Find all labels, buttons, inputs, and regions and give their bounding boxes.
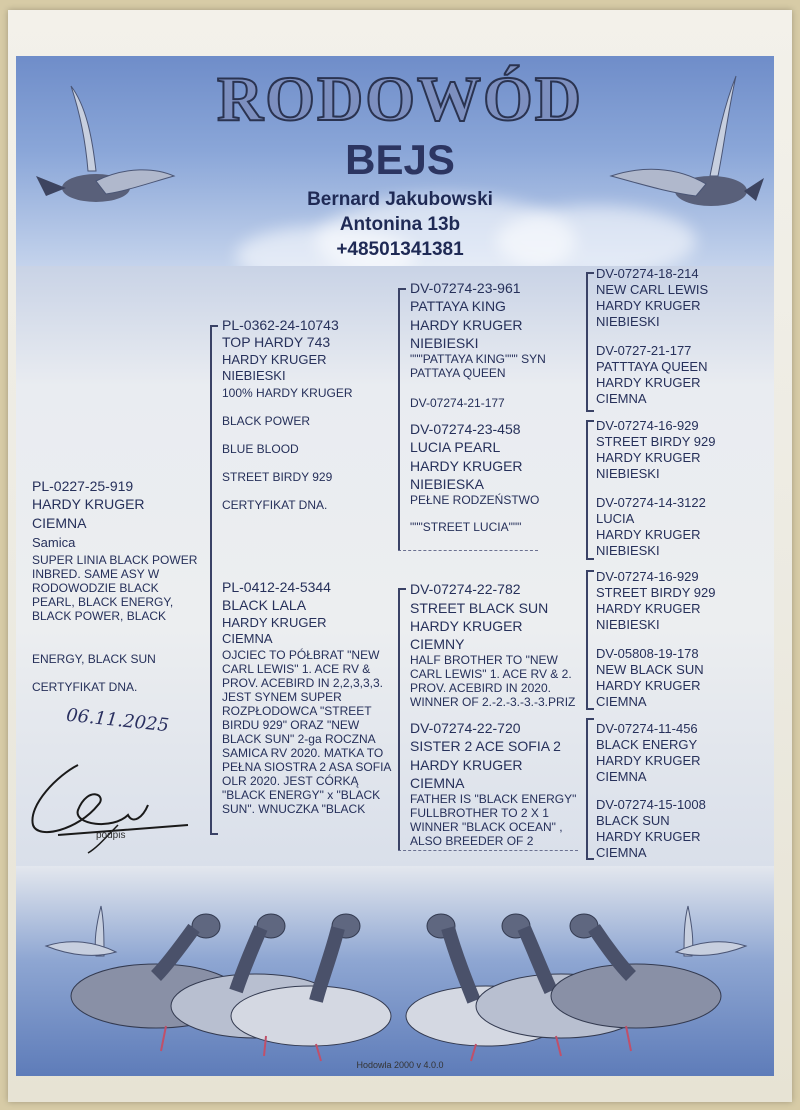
gp-line: HARDY KRUGER	[410, 458, 523, 474]
ggp-ring: DV-07274-11-456	[596, 721, 698, 736]
father-note: BLUE BLOOD	[222, 442, 299, 456]
ggp-ring: DV-07274-16-929	[596, 418, 699, 433]
father-color: NIEBIESKI	[222, 368, 286, 383]
subject-ring: PL-0227-25-919	[32, 478, 134, 494]
ggp-line: HARDY KRUGER	[596, 601, 701, 616]
ggp-line: HARDY KRUGER	[596, 753, 701, 768]
ggp-ring: DV-07274-16-929	[596, 569, 699, 584]
bracket-gen2-father	[398, 288, 400, 550]
ggp-ring: DV-0727-21-177	[596, 343, 692, 358]
gp-line: HARDY KRUGER	[410, 317, 523, 333]
gp-color: CIEMNY	[410, 636, 465, 652]
ggp-name: BLACK SUN	[596, 813, 670, 828]
bracket-gen1	[210, 325, 212, 835]
mother-notes: OJCIEC TO PÓŁBRAT "NEW CARL LEWIS" 1. ACE RV & PROV. ACEBIRD IN 2,2,3,3,3. JEST SYNEM SUPER ROZPŁODOWCA "STREET BIRDU 929" ORAZ "NEW BLACK SUN" 2-ga ROCZNA SAMICA RV 2020. MATKA TO PEŁNA SIOSTRA 2 ASA SOFIA OLR 2020. JEST CÓRKĄ "BLACK ENERGY" x "BLACK SUN". WNUCZKA "BLACK	[222, 648, 391, 816]
ggp-line: HARDY KRUGER	[596, 450, 701, 465]
gp-name: SISTER 2 ACE SOFIA 2	[410, 738, 561, 754]
father-note: BLACK POWER	[222, 414, 311, 428]
issue-date: 06.11.2025	[65, 704, 170, 737]
ggp-color: CIEMNA	[596, 391, 647, 406]
ggp-color: NIEBIESKI	[596, 617, 660, 632]
software-credit: Hodowla 2000 v 4.0.0	[356, 1060, 444, 1070]
ggp-name: PATTTAYA QUEEN	[596, 359, 708, 374]
gp-line: HARDY KRUGER	[410, 618, 523, 634]
gp-note: FATHER IS "BLACK ENERGY" FULLBROTHER TO 2 X 1 WINNER "BLACK OCEAN" , ALSO BREEDER OF 2	[410, 792, 577, 848]
mother-color: CIEMNA	[222, 631, 273, 646]
gp-note: """STREET LUCIA"""	[410, 520, 522, 534]
gp-color: NIEBIESKI	[410, 335, 479, 351]
gp-ring: DV-07274-22-782	[410, 581, 521, 597]
ggp-color: CIEMNA	[596, 694, 647, 709]
owner-phone: +48501341381	[336, 239, 464, 260]
subject-notes-2: ENERGY, BLACK SUN	[32, 652, 156, 666]
ggp-name: LUCIA	[596, 511, 635, 526]
ggp-line: HARDY KRUGER	[596, 829, 701, 844]
gp-note: HALF BROTHER TO "NEW CARL LEWIS" 1. ACE RV & 2. PROV. ACEBIRD IN 2020. WINNER OF 2.-2.-3.-3.-3.PRIZ	[410, 653, 576, 709]
mother-name: BLACK LALA	[222, 597, 307, 613]
gp-note: DV-07274-21-177	[410, 396, 505, 410]
ggp-color: NIEBIESKI	[596, 466, 660, 481]
ggp-ring: DV-07274-18-214	[596, 266, 699, 281]
pigeons-illustration	[16, 866, 774, 1076]
subject-certificate: CERTYFIKAT DNA.	[32, 680, 138, 694]
breeder-loft-name: BEJS	[345, 136, 455, 183]
subject-name: HARDY KRUGER	[32, 496, 145, 512]
ggp-name: BLACK ENERGY	[596, 737, 698, 752]
ggp-line: HARDY KRUGER	[596, 375, 701, 390]
ggp-ring: DV-07274-15-1008	[596, 797, 706, 812]
father-note: CERTYFIKAT DNA.	[222, 498, 328, 512]
bracket-gen2-mother	[398, 588, 400, 850]
mother-line: HARDY KRUGER	[222, 615, 327, 630]
father-note: STREET BIRDY 929	[222, 470, 333, 484]
gp-ring: DV-07274-23-458	[410, 421, 521, 437]
ggp-color: CIEMNA	[596, 845, 647, 860]
ggp-color: CIEMNA	[596, 769, 647, 784]
gp-line: HARDY KRUGER	[410, 757, 523, 773]
ggp-name: NEW BLACK SUN	[596, 662, 704, 677]
ggp-ring: DV-05808-19-178	[596, 646, 699, 661]
ggp-name: STREET BIRDY 929	[596, 434, 716, 449]
ggp-color: NIEBIESKI	[596, 314, 660, 329]
gp-ring: DV-07274-22-720	[410, 720, 521, 736]
ggp-ring: DV-07274-14-3122	[596, 495, 706, 510]
ggp-line: HARDY KRUGER	[596, 527, 701, 542]
document-title: RODOWÓD	[217, 63, 583, 134]
owner-address: Antonina 13b	[339, 214, 461, 235]
gp-name: LUCIA PEARL	[410, 439, 501, 455]
father-line: HARDY KRUGER	[222, 352, 327, 367]
signature-label: podpis	[96, 830, 126, 841]
ggp-line: HARDY KRUGER	[596, 298, 701, 313]
gp-name: STREET BLACK SUN	[410, 600, 549, 616]
gp-color: NIEBIESKA	[410, 476, 484, 492]
mother-ring: PL-0412-24-5344	[222, 579, 331, 595]
father-note: 100% HARDY KRUGER	[222, 386, 353, 400]
father-name: TOP HARDY 743	[222, 334, 331, 350]
gp-name: PATTAYA KING	[410, 298, 506, 314]
owner-name: Bernard Jakubowski	[307, 189, 493, 210]
subject-sex: Samica	[32, 535, 76, 550]
subject-color: CIEMNA	[32, 515, 87, 531]
ggp-line: HARDY KRUGER	[596, 678, 701, 693]
father-ring: PL-0362-24-10743	[222, 317, 339, 333]
gp-ring: DV-07274-23-961	[410, 280, 521, 296]
gp-note: """PATTAYA KING""" SYN PATTAYA QUEEN	[410, 352, 546, 380]
gp-note: PEŁNE RODZEŃSTWO	[410, 493, 540, 507]
ggp-color: NIEBIESKI	[596, 543, 660, 558]
ggp-name: STREET BIRDY 929	[596, 585, 716, 600]
subject-notes: SUPER LINIA BLACK POWER INBRED. SAME ASY W RODOWODZIE BLACK PEARL, BLACK ENERGY, BLACK POWER, BLACK	[32, 553, 198, 623]
footer-banner	[16, 866, 774, 1076]
ggp-name: NEW CARL LEWIS	[596, 282, 709, 297]
gp-color: CIEMNA	[410, 775, 465, 791]
